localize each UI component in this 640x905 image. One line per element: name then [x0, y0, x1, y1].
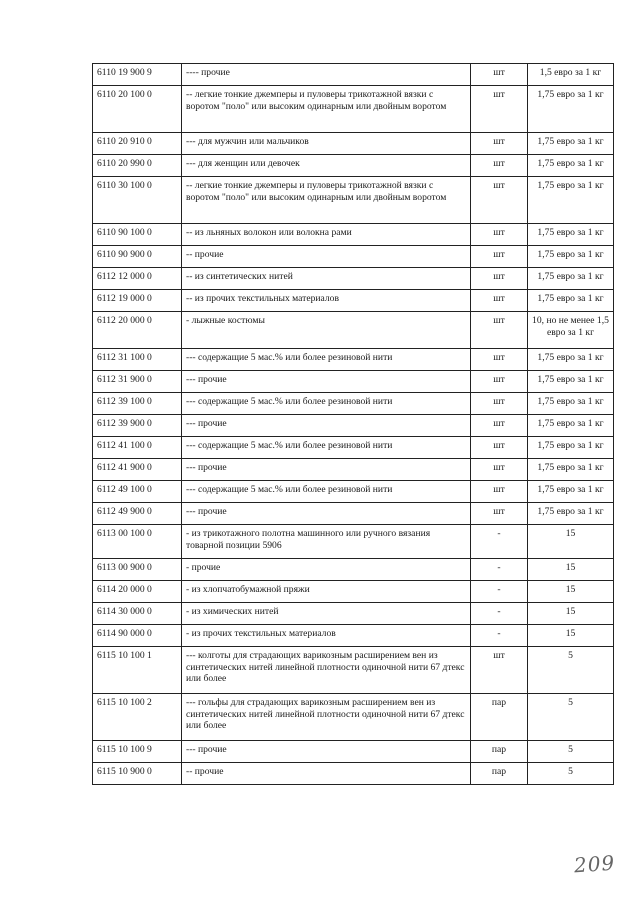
- unit-cell: шт: [471, 177, 528, 224]
- table-row: [93, 437, 614, 459]
- table-row: [93, 268, 614, 290]
- table-row: [93, 177, 614, 224]
- rate-cell: 5: [528, 647, 614, 694]
- unit-cell: шт: [471, 268, 528, 290]
- table-row: [93, 155, 614, 177]
- table-row: [93, 290, 614, 312]
- unit-cell: шт: [471, 312, 528, 349]
- rate-cell: 15: [528, 581, 614, 603]
- rate-cell: 5: [528, 741, 614, 763]
- rate-cell: 15: [528, 559, 614, 581]
- table-row: [93, 763, 614, 785]
- table-row: [93, 349, 614, 371]
- code-cell: 6110 20 100 0: [93, 86, 182, 133]
- unit-cell: шт: [471, 415, 528, 437]
- rate-cell: 5: [528, 763, 614, 785]
- table-row: [93, 133, 614, 155]
- description-cell: - из прочих текстильных материалов: [182, 625, 471, 647]
- code-cell: 6113 00 100 0: [93, 525, 182, 559]
- description-cell: --- прочие: [182, 371, 471, 393]
- table-row: [93, 581, 614, 603]
- description-cell: -- прочие: [182, 763, 471, 785]
- rate-cell: 1,5 евро за 1 кг: [528, 64, 614, 86]
- code-cell: 6112 31 100 0: [93, 349, 182, 371]
- table-row: [93, 625, 614, 647]
- code-cell: 6112 41 100 0: [93, 437, 182, 459]
- rate-cell: 1,75 евро за 1 кг: [528, 86, 614, 133]
- rate-cell: 1,75 евро за 1 кг: [528, 224, 614, 246]
- code-cell: 6112 12 000 0: [93, 268, 182, 290]
- unit-cell: шт: [471, 371, 528, 393]
- unit-cell: -: [471, 625, 528, 647]
- description-cell: -- прочие: [182, 246, 471, 268]
- unit-cell: -: [471, 525, 528, 559]
- code-cell: 6110 90 100 0: [93, 224, 182, 246]
- description-cell: --- прочие: [182, 503, 471, 525]
- unit-cell: шт: [471, 64, 528, 86]
- unit-cell: -: [471, 581, 528, 603]
- code-cell: 6110 19 900 9: [93, 64, 182, 86]
- description-cell: -- легкие тонкие джемперы и пуловеры трикотажной вязки с воротом "поло" или высоким одинарным или двойным воротом: [182, 86, 471, 133]
- table-row: [93, 481, 614, 503]
- code-cell: 6110 20 910 0: [93, 133, 182, 155]
- rate-cell: 1,75 евро за 1 кг: [528, 415, 614, 437]
- unit-cell: пар: [471, 741, 528, 763]
- handwritten-page-number: 209: [573, 850, 616, 878]
- description-cell: -- из синтетических нитей: [182, 268, 471, 290]
- table-row: [93, 64, 614, 86]
- rate-cell: 15: [528, 525, 614, 559]
- code-cell: 6112 49 100 0: [93, 481, 182, 503]
- description-cell: --- содержащие 5 мас.% или более резиновой нити: [182, 437, 471, 459]
- code-cell: 6112 41 900 0: [93, 459, 182, 481]
- description-cell: --- колготы для страдающих варикозным расширением вен из синтетических нитей линейной плотности одиночной нити 67 дтекс или более: [182, 647, 471, 694]
- rate-cell: 1,75 евро за 1 кг: [528, 437, 614, 459]
- code-cell: 6110 20 990 0: [93, 155, 182, 177]
- code-cell: 6115 10 100 9: [93, 741, 182, 763]
- description-cell: - из химических нитей: [182, 603, 471, 625]
- table-row: [93, 694, 614, 741]
- code-cell: 6110 90 900 0: [93, 246, 182, 268]
- tariff-table: [92, 63, 614, 785]
- unit-cell: шт: [471, 133, 528, 155]
- unit-cell: шт: [471, 481, 528, 503]
- description-cell: --- прочие: [182, 415, 471, 437]
- rate-cell: 1,75 евро за 1 кг: [528, 371, 614, 393]
- unit-cell: шт: [471, 224, 528, 246]
- code-cell: 6112 31 900 0: [93, 371, 182, 393]
- code-cell: 6114 90 000 0: [93, 625, 182, 647]
- code-cell: 6112 49 900 0: [93, 503, 182, 525]
- rate-cell: 1,75 евро за 1 кг: [528, 177, 614, 224]
- description-cell: --- для мужчин или мальчиков: [182, 133, 471, 155]
- unit-cell: пар: [471, 694, 528, 741]
- unit-cell: -: [471, 603, 528, 625]
- unit-cell: -: [471, 559, 528, 581]
- description-cell: --- содержащие 5 мас.% или более резиновой нити: [182, 393, 471, 415]
- unit-cell: шт: [471, 437, 528, 459]
- table-row: [93, 246, 614, 268]
- rate-cell: 1,75 евро за 1 кг: [528, 155, 614, 177]
- description-cell: --- гольфы для страдающих варикозным расширением вен из синтетических нитей линейной плотности одиночной нити 67 дтекс или более: [182, 694, 471, 741]
- description-cell: - лыжные костюмы: [182, 312, 471, 349]
- description-cell: --- для женщин или девочек: [182, 155, 471, 177]
- rate-cell: 1,75 евро за 1 кг: [528, 268, 614, 290]
- rate-cell: 15: [528, 603, 614, 625]
- description-cell: -- из прочих текстильных материалов: [182, 290, 471, 312]
- table-row: [93, 371, 614, 393]
- rate-cell: 1,75 евро за 1 кг: [528, 349, 614, 371]
- table-row: [93, 647, 614, 694]
- description-cell: --- прочие: [182, 459, 471, 481]
- unit-cell: шт: [471, 459, 528, 481]
- code-cell: 6115 10 100 1: [93, 647, 182, 694]
- table-row: [93, 312, 614, 349]
- rate-cell: 1,75 евро за 1 кг: [528, 481, 614, 503]
- description-cell: -- легкие тонкие джемперы и пуловеры трикотажной вязки с воротом "поло" или высоким одинарным или двойным воротом: [182, 177, 471, 224]
- rate-cell: 1,75 евро за 1 кг: [528, 503, 614, 525]
- table-row: [93, 224, 614, 246]
- code-cell: 6112 39 900 0: [93, 415, 182, 437]
- code-cell: 6113 00 900 0: [93, 559, 182, 581]
- unit-cell: пар: [471, 763, 528, 785]
- code-cell: 6110 30 100 0: [93, 177, 182, 224]
- rate-cell: 1,75 евро за 1 кг: [528, 246, 614, 268]
- code-cell: 6112 39 100 0: [93, 393, 182, 415]
- rate-cell: 5: [528, 694, 614, 741]
- rate-cell: 1,75 евро за 1 кг: [528, 459, 614, 481]
- table-row: [93, 603, 614, 625]
- rate-cell: 1,75 евро за 1 кг: [528, 133, 614, 155]
- code-cell: 6114 30 000 0: [93, 603, 182, 625]
- code-cell: 6114 20 000 0: [93, 581, 182, 603]
- table-row: [93, 503, 614, 525]
- table-row: [93, 86, 614, 133]
- tariff-table-body: [93, 64, 614, 785]
- code-cell: 6115 10 900 0: [93, 763, 182, 785]
- code-cell: 6115 10 100 2: [93, 694, 182, 741]
- unit-cell: шт: [471, 290, 528, 312]
- rate-cell: 10, но не менее 1,5 евро за 1 кг: [528, 312, 614, 349]
- description-cell: - прочие: [182, 559, 471, 581]
- code-cell: 6112 19 000 0: [93, 290, 182, 312]
- unit-cell: шт: [471, 349, 528, 371]
- description-cell: - из трикотажного полотна машинного или ручного вязания товарной позиции 5906: [182, 525, 471, 559]
- description-cell: --- содержащие 5 мас.% или более резиновой нити: [182, 481, 471, 503]
- rate-cell: 1,75 евро за 1 кг: [528, 290, 614, 312]
- unit-cell: шт: [471, 155, 528, 177]
- table-row: [93, 525, 614, 559]
- rate-cell: 1,75 евро за 1 кг: [528, 393, 614, 415]
- table-row: [93, 393, 614, 415]
- table-row: [93, 415, 614, 437]
- table-row: [93, 741, 614, 763]
- unit-cell: шт: [471, 647, 528, 694]
- unit-cell: шт: [471, 393, 528, 415]
- description-cell: - из хлопчатобумажной пряжи: [182, 581, 471, 603]
- description-cell: ---- прочие: [182, 64, 471, 86]
- table-row: [93, 559, 614, 581]
- unit-cell: шт: [471, 246, 528, 268]
- description-cell: --- прочие: [182, 741, 471, 763]
- unit-cell: шт: [471, 86, 528, 133]
- description-cell: -- из льняных волокон или волокна рами: [182, 224, 471, 246]
- rate-cell: 15: [528, 625, 614, 647]
- code-cell: 6112 20 000 0: [93, 312, 182, 349]
- unit-cell: шт: [471, 503, 528, 525]
- table-row: [93, 459, 614, 481]
- description-cell: --- содержащие 5 мас.% или более резиновой нити: [182, 349, 471, 371]
